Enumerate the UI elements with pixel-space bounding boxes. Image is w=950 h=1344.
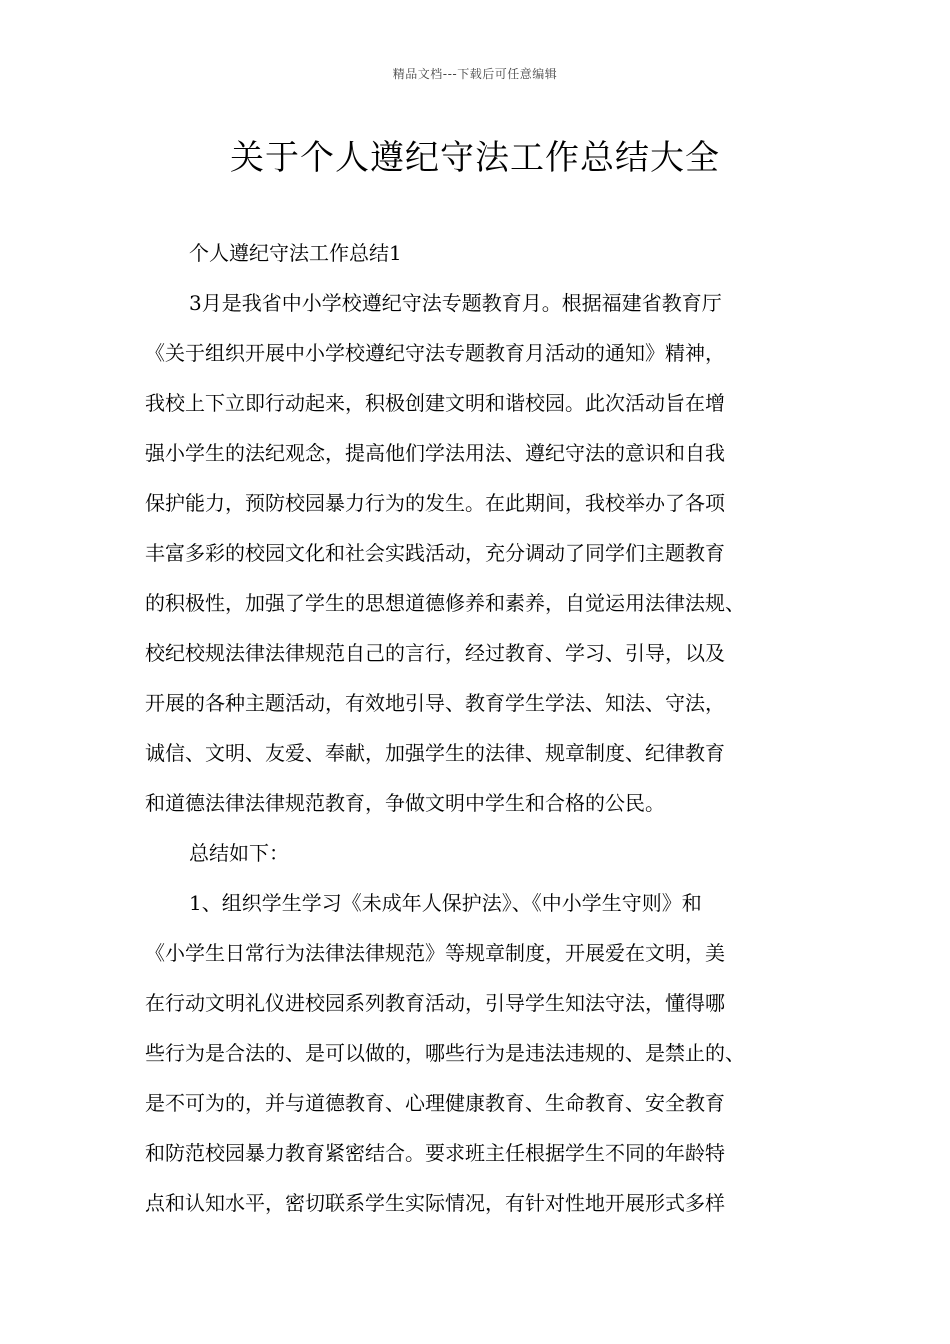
body-line: 些行为是合法的、是可以做的，哪些行为是违法违规的、是禁止的、 <box>145 1041 745 1065</box>
body-line: 1、组织学生学习《未成年人保护法》、《中小学生守则》和 <box>189 891 702 915</box>
body-line: 总结如下： <box>189 841 289 865</box>
body-line: 我校上下立即行动起来，积极创建文明和谐校园。此次活动旨在增 <box>145 391 725 415</box>
body-line: 《小学生日常行为法律法律规范》等规章制度，开展爱在文明，美 <box>145 941 725 965</box>
body-line: 丰富多彩的校园文化和社会实践活动，充分调动了同学们主题教育 <box>145 541 725 565</box>
document-title: 关于个人遵纪守法工作总结大全 <box>230 138 720 178</box>
body-line: 和道德法律法律规范教育，争做文明中学生和合格的公民。 <box>145 791 665 815</box>
body-line: 的积极性，加强了学生的思想道德修养和素养，自觉运用法律法规、 <box>145 591 745 615</box>
body-line: 3月是我省中小学校遵纪守法专题教育月。根据福建省教育厅 <box>189 291 722 315</box>
body-line: 个人遵纪守法工作总结1 <box>189 241 402 265</box>
body-line: 在行动文明礼仪进校园系列教育活动，引导学生知法守法，懂得哪 <box>145 991 725 1015</box>
body-line: 是不可为的，并与道德教育、心理健康教育、生命教育、安全教育 <box>145 1091 725 1115</box>
body-line: 开展的各种主题活动，有效地引导、教育学生学法、知法、守法， <box>145 691 725 715</box>
body-line: 点和认知水平，密切联系学生实际情况，有针对性地开展形式多样 <box>145 1191 725 1215</box>
page-header-note: 精品文档---下载后可任意编辑 <box>392 67 558 81</box>
body-line: 《关于组织开展中小学校遵纪守法专题教育月活动的通知》精神， <box>145 341 725 365</box>
body-line: 保护能力，预防校园暴力行为的发生。在此期间，我校举办了各项 <box>145 491 725 515</box>
body-line: 和防范校园暴力教育紧密结合。要求班主任根据学生不同的年龄特 <box>145 1141 725 1165</box>
body-line: 强小学生的法纪观念，提高他们学法用法、遵纪守法的意识和自我 <box>145 441 725 465</box>
document-body <box>145 235 805 1235</box>
body-line: 诚信、文明、友爱、奉献，加强学生的法律、规章制度、纪律教育 <box>145 741 725 765</box>
body-line: 校纪校规法律法律规范自己的言行，经过教育、学习、引导，以及 <box>145 641 725 665</box>
